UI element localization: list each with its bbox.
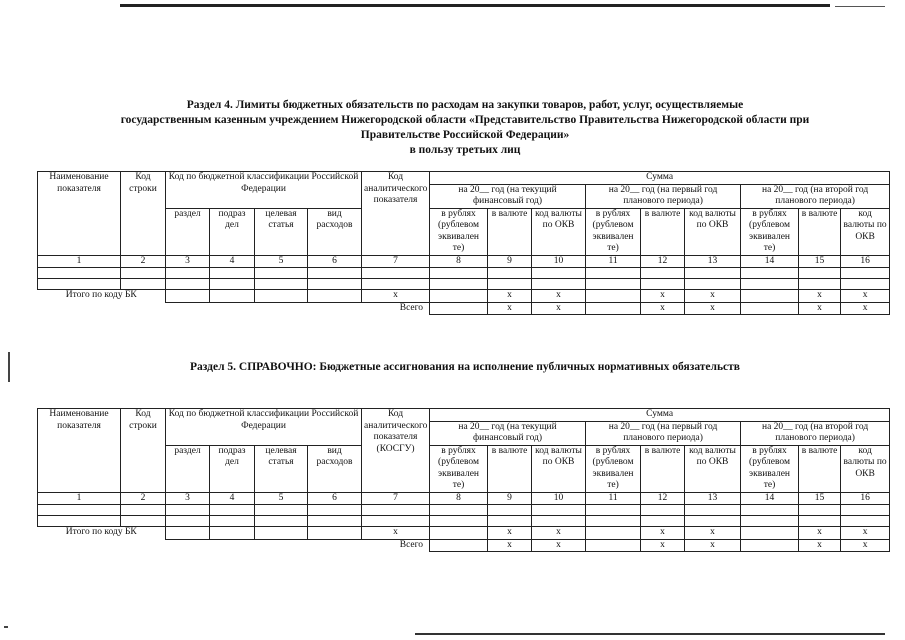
total-all-label: Всего — [399, 302, 424, 313]
column-number: 9 — [488, 255, 532, 268]
table-header-row — [38, 445, 890, 492]
column-number: 12 — [641, 492, 685, 505]
x-mark: x — [641, 539, 685, 552]
header-rub: в рублях (рублевом эквивален те) — [586, 445, 641, 492]
column-number: 14 — [741, 492, 799, 505]
header-okv: код валюты по ОКВ — [841, 208, 890, 255]
x-mark: x — [799, 527, 841, 540]
x-mark: x — [685, 290, 741, 303]
header-period-second: на 20__ год (на второй год планового периода) — [741, 421, 890, 445]
x-mark: x — [488, 527, 532, 540]
x-mark: x — [532, 527, 586, 540]
total-all-row — [38, 302, 890, 315]
section4-title-line: в пользу третьих лиц — [409, 144, 521, 156]
header-okv: код валюты по ОКВ — [532, 445, 586, 492]
x-mark: x — [841, 290, 890, 303]
column-number: 9 — [488, 492, 532, 505]
column-number: 16 — [841, 255, 890, 268]
header-section: раздел — [166, 208, 210, 255]
header-cur: в валюте — [641, 445, 685, 492]
section4-table — [37, 171, 890, 315]
x-mark: x — [685, 539, 741, 552]
header-rub: в рублях (рублевом эквивален те) — [586, 208, 641, 255]
x-mark: x — [799, 302, 841, 315]
table-row — [38, 516, 890, 527]
header-target: целевая статья — [255, 208, 308, 255]
column-number: 1 — [38, 492, 121, 505]
section5-table — [37, 408, 890, 552]
column-number: 5 — [255, 492, 308, 505]
header-subsection: подраз дел — [210, 445, 255, 492]
header-cur: в валюте — [799, 208, 841, 255]
header-sum: Сумма — [430, 172, 890, 185]
header-okv: код валюты по ОКВ — [685, 208, 741, 255]
total-bk-label: Итого по коду БК — [65, 290, 137, 301]
x-mark: x — [685, 527, 741, 540]
section5-title — [40, 360, 890, 375]
table-header-row — [38, 409, 890, 422]
x-mark: x — [641, 302, 685, 315]
header-cur: в валюте — [641, 208, 685, 255]
header-period-first: на 20__ год (на первый год планового периода) — [586, 421, 741, 445]
header-bk: Код по бюджетной классификации Российской Федерации — [166, 409, 362, 446]
column-number: 6 — [308, 492, 362, 505]
x-mark: x — [532, 290, 586, 303]
column-number: 15 — [799, 492, 841, 505]
x-mark: x — [532, 539, 586, 552]
table-row — [38, 279, 890, 290]
column-number: 12 — [641, 255, 685, 268]
total-bk-row — [38, 527, 890, 540]
header-subsection: подраз дел — [210, 208, 255, 255]
x-mark: x — [362, 527, 430, 540]
column-number: 11 — [586, 255, 641, 268]
header-cur: в валюте — [488, 445, 532, 492]
column-number: 10 — [532, 492, 586, 505]
header-type: вид расходов — [308, 445, 362, 492]
column-number: 7 — [362, 492, 430, 505]
header-okv: код валюты по ОКВ — [532, 208, 586, 255]
column-number: 5 — [255, 255, 308, 268]
x-mark: x — [841, 527, 890, 540]
total-bk-label: Итого по коду БК — [65, 527, 137, 538]
section4-title-line: Раздел 4. Лимиты бюджетных обязательств по расходам на закупки товаров, работ, услуг, осуществляемые — [186, 99, 744, 111]
header-period-first: на 20__ год (на первый год планового периода) — [586, 184, 741, 208]
section4-title — [40, 98, 890, 158]
header-code: Код строки — [121, 172, 166, 256]
column-number: 10 — [532, 255, 586, 268]
header-okv: код валюты по ОКВ — [685, 445, 741, 492]
column-number-row — [38, 492, 890, 505]
header-rub: в рублях (рублевом эквивален те) — [430, 445, 488, 492]
x-mark: x — [488, 302, 532, 315]
x-mark: x — [841, 539, 890, 552]
column-number: 4 — [210, 255, 255, 268]
header-period-second: на 20__ год (на второй год планового периода) — [741, 184, 890, 208]
table-header-row — [38, 172, 890, 185]
table-row — [38, 505, 890, 516]
header-bk: Код по бюджетной классификации Российской Федерации — [166, 172, 362, 209]
header-name: Наименование показателя — [38, 172, 121, 256]
header-cur: в валюте — [799, 445, 841, 492]
column-number: 6 — [308, 255, 362, 268]
total-bk-row — [38, 290, 890, 303]
header-rub: в рублях (рублевом эквивален те) — [741, 445, 799, 492]
header-analytic: Код аналитического показателя — [362, 172, 430, 256]
column-number: 1 — [38, 255, 121, 268]
header-code: Код строки — [121, 409, 166, 493]
header-analytic: Код аналитического показателя (КОСГУ) — [362, 409, 430, 493]
section4-title-line: Правительстве Российской Федерации» — [360, 129, 570, 141]
column-number: 13 — [685, 492, 741, 505]
top-rule — [120, 4, 830, 7]
x-mark: x — [532, 302, 586, 315]
column-number-row — [38, 255, 890, 268]
column-number: 16 — [841, 492, 890, 505]
section4-title-line: государственным казенным учреждением Нижегородской области «Представительство Правительства Нижегородской области при — [120, 114, 810, 126]
column-number: 8 — [430, 492, 488, 505]
header-okv: код валюты по ОКВ — [841, 445, 890, 492]
margin-dot — [4, 626, 8, 628]
header-rub: в рублях (рублевом эквивален те) — [741, 208, 799, 255]
header-target: целевая статья — [255, 445, 308, 492]
header-period-current: на 20__ год (на текущий финансовый год) — [430, 421, 586, 445]
table-header-row — [38, 208, 890, 255]
total-all-row — [38, 539, 890, 552]
column-number: 2 — [121, 255, 166, 268]
header-rub: в рублях (рублевом эквивален те) — [430, 208, 488, 255]
column-number: 13 — [685, 255, 741, 268]
header-cur: в валюте — [488, 208, 532, 255]
header-section: раздел — [166, 445, 210, 492]
x-mark: x — [641, 527, 685, 540]
table-row — [38, 268, 890, 279]
x-mark: x — [841, 302, 890, 315]
column-number: 2 — [121, 492, 166, 505]
x-mark: x — [488, 290, 532, 303]
column-number: 14 — [741, 255, 799, 268]
section5-title-line: Раздел 5. СПРАВОЧНО: Бюджетные ассигнования на исполнение публичных нормативных обязательств — [189, 361, 741, 373]
column-number: 3 — [166, 255, 210, 268]
column-number: 15 — [799, 255, 841, 268]
header-name: Наименование показателя — [38, 409, 121, 493]
x-mark: x — [641, 290, 685, 303]
x-mark: x — [685, 302, 741, 315]
total-all-label: Всего — [399, 539, 424, 550]
x-mark: x — [799, 539, 841, 552]
top-rule-right — [835, 6, 885, 7]
column-number: 8 — [430, 255, 488, 268]
header-period-current: на 20__ год (на текущий финансовый год) — [430, 184, 586, 208]
header-type: вид расходов — [308, 208, 362, 255]
column-number: 4 — [210, 492, 255, 505]
margin-mark — [8, 352, 10, 382]
column-number: 3 — [166, 492, 210, 505]
column-number: 11 — [586, 492, 641, 505]
x-mark: x — [362, 290, 430, 303]
x-mark: x — [488, 539, 532, 552]
bottom-rule — [415, 633, 885, 635]
header-sum: Сумма — [430, 409, 890, 422]
column-number: 7 — [362, 255, 430, 268]
x-mark: x — [799, 290, 841, 303]
